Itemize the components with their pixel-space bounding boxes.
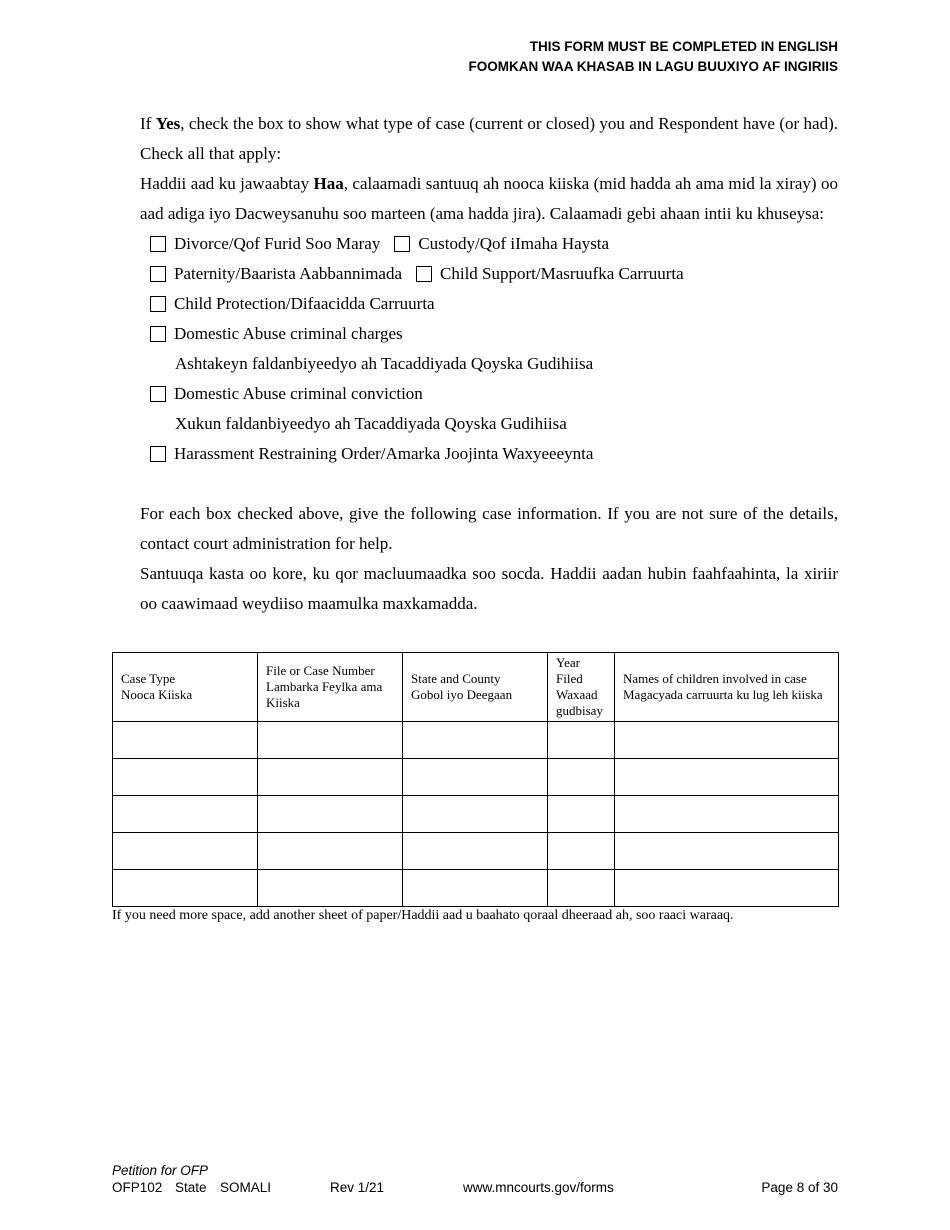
- more-space-note: If you need more space, add another sheet of paper/Haddii aad u baahato qoraal dheeraad ah, soo raaci waraaq.: [112, 908, 734, 923]
- year-filed-cell[interactable]: [548, 759, 615, 796]
- child-support-checkbox[interactable]: [416, 266, 432, 282]
- option-paternity[interactable]: Paternity/Baarista Aabbannimada: [150, 259, 402, 289]
- table-row: [113, 870, 839, 907]
- footer-state: State: [175, 1180, 207, 1195]
- year-filed-cell[interactable]: [548, 833, 615, 870]
- option-harassment-restraining-order[interactable]: Harassment Restraining Order/Amarka Joojinta Waxyeeeynta: [150, 439, 593, 469]
- children-names-cell[interactable]: [615, 870, 839, 907]
- header-children-names: Names of children involved in case Magacyada carruurta ku lug leh kiiska: [615, 653, 839, 722]
- option-child-support[interactable]: Child Support/Masruufka Carruurta: [416, 259, 684, 289]
- header-case-number: File or Case Number Lambarka Feylka ama Kiiska: [258, 653, 403, 722]
- intro-somali: Haddii aad ku jawaabtay Haa, calaamadi santuuq ah nooca kiiska (mid hadda ah ama mid la xiray) oo aad adiga iyo Dacweysanuhu soo marteen (ama hadda jira). Calaamadi gebi ahaan intii ku khuseysa:: [140, 174, 838, 223]
- case-number-cell[interactable]: [258, 759, 403, 796]
- header-case-type: Case Type Nooca Kiiska: [113, 653, 258, 722]
- notice-somali: FOOMKAN WAA KHASAB IN LAGU BUUXIYO AF INGIRIIS: [468, 59, 838, 74]
- state-county-cell[interactable]: [403, 833, 548, 870]
- form-content: [140, 109, 838, 619]
- case-type-cell[interactable]: [113, 722, 258, 759]
- footer-url[interactable]: www.mncourts.gov/forms: [463, 1180, 614, 1195]
- state-county-cell[interactable]: [403, 722, 548, 759]
- divorce-checkbox[interactable]: [150, 236, 166, 252]
- case-type-options: [140, 229, 838, 469]
- year-filed-cell[interactable]: [548, 722, 615, 759]
- footer-page-number: Page 8 of 30: [761, 1180, 838, 1195]
- table-row: [113, 833, 839, 870]
- domestic-abuse-charges-somali: Ashtakeyn faldanbiyeedyo ah Tacaddiyada Qoyska Gudihiisa: [175, 354, 594, 373]
- intro-english: If Yes, check the box to show what type of case (current or closed) you and Respondent have (or had). Check all that apply:: [140, 114, 838, 163]
- option-divorce[interactable]: Divorce/Qof Furid Soo Maray: [150, 229, 380, 259]
- case-type-cell[interactable]: [113, 796, 258, 833]
- option-domestic-abuse-charges[interactable]: Domestic Abuse criminal charges: [150, 319, 403, 349]
- footer-language: SOMALI: [220, 1180, 272, 1195]
- year-filed-cell[interactable]: [548, 796, 615, 833]
- header-year-filed: Year Filed Waxaad gudbisay: [548, 653, 615, 722]
- state-county-cell[interactable]: [403, 870, 548, 907]
- child-protection-checkbox[interactable]: [150, 296, 166, 312]
- children-names-cell[interactable]: [615, 833, 839, 870]
- case-number-cell[interactable]: [258, 870, 403, 907]
- case-info-table-section: [112, 652, 838, 925]
- case-number-cell[interactable]: [258, 722, 403, 759]
- domestic-abuse-charges-checkbox[interactable]: [150, 326, 166, 342]
- option-domestic-abuse-conviction[interactable]: Domestic Abuse criminal conviction: [150, 379, 423, 409]
- footer-form-title: Petition for OFP: [112, 1163, 209, 1178]
- case-number-cell[interactable]: [258, 833, 403, 870]
- page-footer: [112, 1162, 838, 1196]
- case-info-english: For each box checked above, give the following case information. If you are not sure of the details, contact court administration for help.: [140, 504, 838, 553]
- harassment-checkbox[interactable]: [150, 446, 166, 462]
- table-header-row: [113, 653, 839, 722]
- option-custody[interactable]: Custody/Qof iImaha Haysta: [394, 229, 609, 259]
- paternity-checkbox[interactable]: [150, 266, 166, 282]
- year-filed-cell[interactable]: [548, 870, 615, 907]
- case-info-table: [112, 652, 839, 907]
- custody-checkbox[interactable]: [394, 236, 410, 252]
- table-row: [113, 796, 839, 833]
- form-language-notice: [469, 37, 839, 77]
- footer-form-id: OFP102: [112, 1180, 163, 1195]
- state-county-cell[interactable]: [403, 759, 548, 796]
- children-names-cell[interactable]: [615, 722, 839, 759]
- table-row: [113, 722, 839, 759]
- case-type-cell[interactable]: [113, 759, 258, 796]
- notice-english: THIS FORM MUST BE COMPLETED IN ENGLISH: [529, 39, 838, 54]
- case-number-cell[interactable]: [258, 796, 403, 833]
- domestic-abuse-conviction-checkbox[interactable]: [150, 386, 166, 402]
- case-info-somali: Santuuqa kasta oo kore, ku qor macluumaadka soo socda. Haddii aadan hubin faahfaahinta, la xiriir oo caawimaad weydiiso maamulka maxkamadda.: [140, 564, 838, 613]
- option-child-protection[interactable]: Child Protection/Difaacidda Carruurta: [150, 289, 435, 319]
- children-names-cell[interactable]: [615, 759, 839, 796]
- table-row: [113, 759, 839, 796]
- footer-revision: Rev 1/21: [330, 1180, 385, 1195]
- case-type-cell[interactable]: [113, 833, 258, 870]
- domestic-abuse-conviction-somali: Xukun faldanbiyeedyo ah Tacaddiyada Qoyska Gudihiisa: [175, 414, 567, 433]
- children-names-cell[interactable]: [615, 796, 839, 833]
- case-type-cell[interactable]: [113, 870, 258, 907]
- state-county-cell[interactable]: [403, 796, 548, 833]
- header-state-county: State and County Gobol iyo Deegaan: [403, 653, 548, 722]
